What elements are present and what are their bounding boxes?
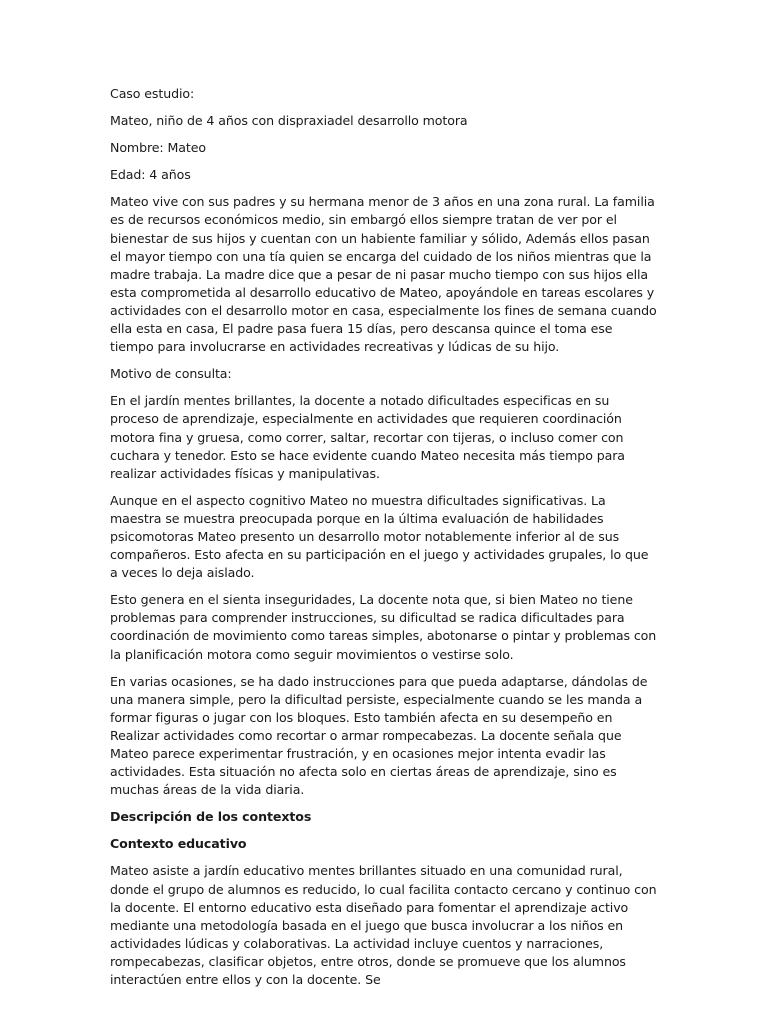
consultation-paragraph-4: En varias ocasiones, se ha dado instrucciones para que pueda adaptarse, dándolas de una manera simple, pero la dificultad persiste, especialmente cuando se les manda a formar figuras o jugar con los bloques. Esto también afecta en su desempeño en Realizar actividades como recortar o armar rompecabezas. La docente señala que Mateo parece experimentar frustración, y en ocasiones mejor intenta evadir las actividades. Esta situación no afecta solo en ciertas áreas de aprendizaje, sino es muchas áreas de la vida diaria. — [110, 673, 648, 798]
case-study-label: Caso estudio: — [110, 86, 195, 101]
educational-context-heading: Contexto educativo — [110, 836, 247, 852]
contexts-heading: Descripción de los contextos — [110, 809, 312, 825]
document-body — [110, 85, 658, 998]
educational-context-paragraph: Mateo asiste a jardín educativo mentes brillantes situado en una comunidad rural, donde el grupo de alumnos es reducido, lo cual facilita contacto cercano y continuo con la docente. El entorno educativo esta diseñado para fomentar el aprendizaje activo mediante una metodología basada en el juego que busca involucrar a los niños en actividades lúdicas y colaborativas. La actividad incluye cuentos y narraciones, rompecabezas, clasificar objetos, entre otros, donde se promueve que los alumnos interactúen entre ellos y con la docente. Se — [110, 863, 657, 988]
name-line: Nombre: Mateo — [110, 140, 206, 156]
consultation-paragraph-2: Aunque en el aspecto cognitivo Mateo no muestra dificultades significativas. La maestra se muestra preocupada porque en la última evaluación de habilidades psicomotoras Mateo presento un desarrollo motor notablemente inferior al de sus compañeros. Esto afecta en su participación en el juego y actividades grupales, lo que a veces lo deja aislado. — [110, 492, 649, 581]
case-study-title: Mateo, niño de 4 años con dispraxiadel desarrollo motora — [110, 113, 468, 129]
family-paragraph: Mateo vive con sus padres y su hermana menor de 3 años en una zona rural. La familia es de recursos económicos medio, sin embargó ellos siempre tratan de ver por el bienestar de sus hijos y cuentan con un habiente familiar y sólido, Además ellos pasan el mayor tiempo con una tía quien se encarga del cuidado de los niños mientras que la madre trabaja. La madre dice que a pesar de ni pasar mucho tiempo con sus hijos ella esta comprometida al desarrollo educativo de Mateo, apoyándole en tareas escolares y actividades con el desarrollo motor en casa, especialmente los fines de semana cuando ella esta en casa, El padre pasa fuera 15 días, pero descansa quince el toma ese tiempo para involucrarse en actividades recreativas y lúdicas de su hijo. — [110, 194, 657, 355]
consultation-paragraph-1: En el jardín mentes brillantes, la docente a notado dificultades especificas en su proceso de aprendizaje, especialmente en actividades que requieren coordinación motora fina y gruesa, como correr, saltar, recortar con tijeras, o incluso comer con cuchara y tenedor. Esto se hace evidente cuando Mateo necesita más tiempo para realizar actividades físicas y manipulativas. — [110, 393, 625, 481]
consultation-paragraph-3: Esto genera en el sienta inseguridades, La docente nota que, si bien Mateo no tiene problemas para comprender instrucciones, su dificultad se radica dificultades para coordinación de movimiento como tareas simples, abotonarse o pintar y problemas con la planificación motora como seguir movimientos o vestirse solo. — [110, 592, 657, 662]
consultation-reason-label: Motivo de consulta: — [110, 366, 232, 382]
age-line: Edad: 4 años — [110, 167, 191, 183]
